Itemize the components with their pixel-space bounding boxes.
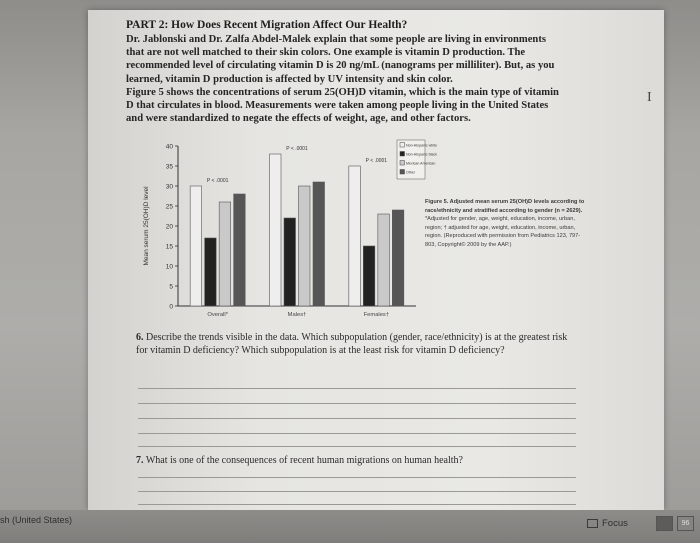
y-tick-label: 30: [165, 183, 173, 191]
legend-label: Non-Hispanic black: [406, 152, 437, 157]
answer-line[interactable]: [138, 504, 576, 505]
intro-line: Dr. Jablonski and Dr. Zalfa Abdel-Malek explain that some people are living in environments: [126, 34, 546, 45]
y-tick-label: 10: [165, 263, 173, 271]
intro-paragraph: [126, 33, 596, 125]
bar-non-hispanic-white-0: [190, 186, 202, 306]
legend-label: Non-Hispanic white: [406, 143, 437, 148]
question-text: What is one of the consequences of recent human migrations on human health?: [145, 455, 463, 466]
print-layout-view-button[interactable]: [656, 516, 673, 531]
legend-label: Mexican American: [406, 161, 436, 166]
y-tick-label: 20: [165, 223, 173, 231]
section-title: PART 2: How Does Recent Migration Affect Our Health?: [126, 19, 408, 31]
x-category-label: Overall*: [207, 312, 228, 318]
y-axis-label: Mean serum 25(OH)D level: [143, 186, 150, 266]
x-category-label: Females†: [363, 312, 390, 318]
intro-line: Figure 5 shows the concentrations of serum 25(OH)D vitamin, which is the main type of vitamin: [126, 86, 559, 98]
answer-line[interactable]: [138, 477, 576, 478]
y-tick-label: 25: [165, 203, 173, 211]
question-number: 6.: [136, 332, 144, 343]
y-tick-label: 35: [165, 163, 173, 171]
x-category-label: Males†: [287, 312, 307, 318]
intro-line: that are not well matched to their skin colors. One example is vitamin D production. The: [126, 47, 526, 59]
question-6: [136, 332, 576, 357]
y-tick-label: 0: [169, 303, 173, 311]
intro-line: learned, vitamin D production is affected by UV intensity and skin color.: [126, 73, 453, 85]
bar-other-2: [392, 210, 404, 306]
zoom-label: 96: [681, 520, 690, 527]
bar-non-hispanic-black-2: [363, 246, 375, 306]
answer-line[interactable]: [138, 418, 576, 419]
web-layout-view-button[interactable]: [677, 516, 694, 531]
bar-other-1: [313, 182, 325, 306]
figure-caption: [425, 198, 585, 250]
bar-mexican-american-0: [219, 202, 231, 306]
significance-annotation: P < .0001: [286, 146, 308, 152]
legend-swatch: [400, 143, 405, 148]
question-number: 7.: [136, 455, 144, 466]
focus-button[interactable]: [587, 518, 628, 529]
answer-line[interactable]: [138, 403, 576, 404]
bar-other-0: [234, 194, 246, 306]
caption-title: Figure 5. Adjusted mean serum 25(OH)D levels according to race/ethnicity and stratified according to gender (n = 2629).: [425, 199, 585, 214]
bar-non-hispanic-black-1: [284, 218, 296, 306]
y-tick-label: 5: [169, 283, 173, 291]
focus-label: Focus: [602, 518, 628, 529]
bar-non-hispanic-white-1: [270, 154, 282, 306]
answer-line[interactable]: [138, 491, 576, 492]
bar-mexican-american-1: [299, 186, 311, 306]
focus-icon: [587, 519, 598, 528]
legend-label: Other: [406, 170, 415, 175]
answer-line[interactable]: [138, 446, 576, 447]
significance-annotation: P < .0001: [206, 178, 229, 184]
intro-line: D that circulates in blood. Measurements were taken among people living in the United States: [126, 100, 549, 112]
language-indicator[interactable]: sh (United States): [0, 515, 73, 525]
text-cursor-icon: I: [647, 90, 652, 105]
legend-swatch: [400, 152, 405, 157]
question-text: Describe the trends visible in the data. Which subpopulation (gender, race/ethnicity) is at the greatest risk for vitamin D deficiency? Which subpopulation is at the least risk for vitamin D deficiency?: [136, 332, 568, 356]
y-tick-label: 40: [165, 143, 173, 151]
legend-swatch: [400, 170, 405, 175]
answer-line[interactable]: [138, 433, 576, 434]
figure-5-chart: [138, 138, 437, 323]
bar-non-hispanic-white-2: [349, 166, 361, 306]
question-7: [136, 455, 576, 468]
caption-body: *Adjusted for gender, age, weight, education, income, urban, region; † adjusted for age, weight, education, income, urban, region. (Reproduced with permission from Pediatrics 123, 797-803, Copyright© 2009 by the AAP.): [425, 216, 581, 248]
y-tick-label: 15: [165, 243, 173, 251]
answer-line[interactable]: [138, 388, 576, 389]
intro-line: recommended level of circulating vitamin D is 20 ng/mL (nanograms per milliliter). But, as you: [126, 60, 555, 72]
significance-annotation: P < .0001: [365, 158, 388, 164]
bar-mexican-american-2: [378, 214, 390, 306]
legend-swatch: [400, 161, 405, 166]
bar-non-hispanic-black-0: [205, 238, 217, 306]
intro-line: and were standardized to negate the effects of weight, age, and other factors.: [126, 113, 471, 125]
